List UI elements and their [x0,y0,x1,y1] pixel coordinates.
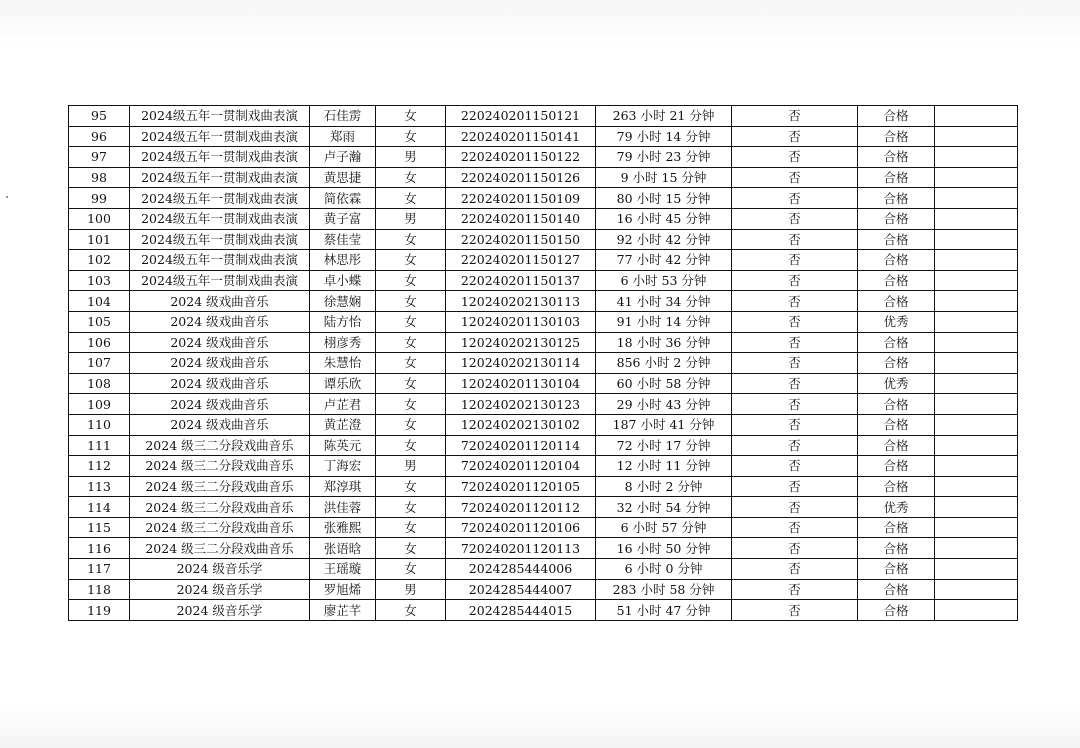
note-cell [935,311,1018,332]
service-hours-cell: 32 小时 54 分钟 [596,497,732,518]
result-cell: 合格 [858,476,935,497]
gender-cell: 女 [376,167,446,188]
gender-cell: 男 [376,208,446,229]
service-hours-cell: 79 小时 23 分钟 [596,147,732,168]
result-cell: 合格 [858,270,935,291]
row-number-cell: 111 [69,435,130,456]
table-row [69,497,1018,518]
student-name-cell: 黄思捷 [310,167,376,188]
table-row [69,106,1018,127]
student-name-cell: 黄子富 [310,208,376,229]
gender-cell: 女 [376,394,446,415]
class-name-cell: 2024级五年一贯制戏曲表演 [130,167,310,188]
note-cell [935,600,1018,621]
student-id-cell: 720240201120112 [446,497,596,518]
table-row [69,435,1018,456]
service-hours-cell: 41 小时 34 分钟 [596,291,732,312]
student-id-cell: 220240201150122 [446,147,596,168]
student-name-cell: 张语晗 [310,538,376,559]
gender-cell: 女 [376,517,446,538]
service-hours-cell: 51 小时 47 分钟 [596,600,732,621]
gender-cell: 女 [376,373,446,394]
student-id-cell: 120240201130104 [446,373,596,394]
table-row [69,538,1018,559]
gender-cell: 女 [376,311,446,332]
table-row [69,167,1018,188]
service-hours-cell: 8 小时 2 分钟 [596,476,732,497]
result-cell: 合格 [858,394,935,415]
service-hours-cell: 16 小时 45 分钟 [596,208,732,229]
class-name-cell: 2024 级戏曲音乐 [130,311,310,332]
student-id-cell: 220240201150109 [446,188,596,209]
student-name-cell: 洪佳蓉 [310,497,376,518]
note-cell [935,435,1018,456]
table-row [69,147,1018,168]
table-row [69,126,1018,147]
note-cell [935,188,1018,209]
row-number-cell: 116 [69,538,130,559]
result-cell: 合格 [858,147,935,168]
result-cell: 合格 [858,106,935,127]
gender-cell: 女 [376,353,446,374]
service-hours-cell: 6 小时 53 分钟 [596,270,732,291]
student-id-cell: 220240201150137 [446,270,596,291]
table-row [69,250,1018,271]
service-hours-cell: 283 小时 58 分钟 [596,579,732,600]
flag-value-cell: 否 [732,353,858,374]
student-name-cell: 丁海宏 [310,456,376,477]
class-name-cell: 2024级五年一贯制戏曲表演 [130,106,310,127]
student-name-cell: 徐慧娴 [310,291,376,312]
class-name-cell: 2024 级三二分段戏曲音乐 [130,517,310,538]
gender-cell: 女 [376,414,446,435]
service-hours-cell: 18 小时 36 分钟 [596,332,732,353]
service-hours-cell: 79 小时 14 分钟 [596,126,732,147]
student-id-cell: 2024285444007 [446,579,596,600]
result-cell: 合格 [858,291,935,312]
class-name-cell: 2024 级音乐学 [130,600,310,621]
student-id-cell: 2024285444006 [446,559,596,580]
service-hours-cell: 16 小时 50 分钟 [596,538,732,559]
class-name-cell: 2024 级戏曲音乐 [130,414,310,435]
class-name-cell: 2024级五年一贯制戏曲表演 [130,270,310,291]
note-cell [935,373,1018,394]
row-number-cell: 118 [69,579,130,600]
table-row [69,270,1018,291]
row-number-cell: 97 [69,147,130,168]
row-number-cell: 107 [69,353,130,374]
table-row [69,311,1018,332]
row-number-cell: 100 [69,208,130,229]
student-roster-table [68,105,1018,621]
student-name-cell: 罗旭烯 [310,579,376,600]
note-cell [935,476,1018,497]
student-id-cell: 220240201150127 [446,250,596,271]
student-id-cell: 220240201150141 [446,126,596,147]
flag-value-cell: 否 [732,517,858,538]
class-name-cell: 2024 级三二分段戏曲音乐 [130,476,310,497]
note-cell [935,332,1018,353]
table-row [69,188,1018,209]
class-name-cell: 2024级五年一贯制戏曲表演 [130,208,310,229]
student-name-cell: 廖芷芊 [310,600,376,621]
note-cell [935,579,1018,600]
flag-value-cell: 否 [732,600,858,621]
note-cell [935,517,1018,538]
note-cell [935,353,1018,374]
service-hours-cell: 187 小时 41 分钟 [596,414,732,435]
row-number-cell: 114 [69,497,130,518]
row-number-cell: 106 [69,332,130,353]
student-name-cell: 林思彤 [310,250,376,271]
flag-value-cell: 否 [732,538,858,559]
table-row [69,229,1018,250]
row-number-cell: 101 [69,229,130,250]
flag-value-cell: 否 [732,167,858,188]
flag-value-cell: 否 [732,229,858,250]
student-id-cell: 120240202130123 [446,394,596,415]
gender-cell: 女 [376,538,446,559]
table-row [69,559,1018,580]
row-number-cell: 95 [69,106,130,127]
flag-value-cell: 否 [732,476,858,497]
result-cell: 优秀 [858,311,935,332]
student-id-cell: 220240201150150 [446,229,596,250]
gender-cell: 女 [376,270,446,291]
student-id-cell: 120240202130125 [446,332,596,353]
class-name-cell: 2024 级音乐学 [130,559,310,580]
student-id-cell: 120240201130103 [446,311,596,332]
student-name-cell: 王瑶璇 [310,559,376,580]
row-number-cell: 102 [69,250,130,271]
note-cell [935,106,1018,127]
student-id-cell: 220240201150126 [446,167,596,188]
row-number-cell: 108 [69,373,130,394]
service-hours-cell: 29 小时 43 分钟 [596,394,732,415]
result-cell: 合格 [858,600,935,621]
note-cell [935,497,1018,518]
student-id-cell: 120240202130114 [446,353,596,374]
result-cell: 合格 [858,414,935,435]
note-cell [935,126,1018,147]
gender-cell: 女 [376,600,446,621]
student-name-cell: 谭乐欣 [310,373,376,394]
service-hours-cell: 6 小时 0 分钟 [596,559,732,580]
note-cell [935,208,1018,229]
student-name-cell: 黄芷澄 [310,414,376,435]
student-id-cell: 220240201150140 [446,208,596,229]
student-name-cell: 陈英元 [310,435,376,456]
table-row [69,600,1018,621]
class-name-cell: 2024 级三二分段戏曲音乐 [130,497,310,518]
flag-value-cell: 否 [732,332,858,353]
flag-value-cell: 否 [732,270,858,291]
service-hours-cell: 92 小时 42 分钟 [596,229,732,250]
note-cell [935,538,1018,559]
class-name-cell: 2024 级三二分段戏曲音乐 [130,435,310,456]
service-hours-cell: 77 小时 42 分钟 [596,250,732,271]
student-id-cell: 220240201150121 [446,106,596,127]
table-row [69,394,1018,415]
student-name-cell: 卢芷君 [310,394,376,415]
gender-cell: 男 [376,147,446,168]
flag-value-cell: 否 [732,126,858,147]
note-cell [935,250,1018,271]
flag-value-cell: 否 [732,188,858,209]
result-cell: 合格 [858,167,935,188]
service-hours-cell: 6 小时 57 分钟 [596,517,732,538]
gender-cell: 女 [376,291,446,312]
flag-value-cell: 否 [732,394,858,415]
result-cell: 合格 [858,208,935,229]
student-id-cell: 720240201120114 [446,435,596,456]
gender-cell: 女 [376,435,446,456]
class-name-cell: 2024 级戏曲音乐 [130,373,310,394]
result-cell: 合格 [858,229,935,250]
row-number-cell: 110 [69,414,130,435]
flag-value-cell: 否 [732,311,858,332]
table-row [69,291,1018,312]
row-number-cell: 103 [69,270,130,291]
row-number-cell: 104 [69,291,130,312]
table-row [69,414,1018,435]
result-cell: 合格 [858,517,935,538]
table-row [69,373,1018,394]
flag-value-cell: 否 [732,497,858,518]
table-row [69,579,1018,600]
class-name-cell: 2024 级戏曲音乐 [130,291,310,312]
student-id-cell: 120240202130102 [446,414,596,435]
note-cell [935,229,1018,250]
flag-value-cell: 否 [732,147,858,168]
result-cell: 合格 [858,250,935,271]
class-name-cell: 2024 级三二分段戏曲音乐 [130,538,310,559]
result-cell: 合格 [858,456,935,477]
row-number-cell: 112 [69,456,130,477]
class-name-cell: 2024级五年一贯制戏曲表演 [130,250,310,271]
service-hours-cell: 80 小时 15 分钟 [596,188,732,209]
student-name-cell: 陆方怡 [310,311,376,332]
row-number-cell: 113 [69,476,130,497]
service-hours-cell: 60 小时 58 分钟 [596,373,732,394]
student-id-cell: 120240202130113 [446,291,596,312]
gender-cell: 女 [376,559,446,580]
gender-cell: 女 [376,250,446,271]
result-cell: 合格 [858,435,935,456]
note-cell [935,456,1018,477]
student-id-cell: 720240201120105 [446,476,596,497]
flag-value-cell: 否 [732,435,858,456]
class-name-cell: 2024 级戏曲音乐 [130,394,310,415]
class-name-cell: 2024级五年一贯制戏曲表演 [130,188,310,209]
student-name-cell: 简依霖 [310,188,376,209]
note-cell [935,394,1018,415]
student-name-cell: 张雅熙 [310,517,376,538]
note-cell [935,291,1018,312]
row-number-cell: 115 [69,517,130,538]
student-name-cell: 卓小蝶 [310,270,376,291]
row-number-cell: 99 [69,188,130,209]
class-name-cell: 2024级五年一贯制戏曲表演 [130,147,310,168]
student-name-cell: 郑雨 [310,126,376,147]
gender-cell: 女 [376,229,446,250]
class-name-cell: 2024 级戏曲音乐 [130,353,310,374]
class-name-cell: 2024 级戏曲音乐 [130,332,310,353]
service-hours-cell: 856 小时 2 分钟 [596,353,732,374]
table-row [69,353,1018,374]
result-cell: 合格 [858,126,935,147]
row-number-cell: 119 [69,600,130,621]
student-id-cell: 720240201120104 [446,456,596,477]
gender-cell: 女 [376,126,446,147]
result-cell: 优秀 [858,373,935,394]
note-cell [935,414,1018,435]
student-name-cell: 栩彦秀 [310,332,376,353]
scan-speck [6,196,8,198]
table-row [69,517,1018,538]
student-id-cell: 2024285444015 [446,600,596,621]
table-row [69,476,1018,497]
result-cell: 合格 [858,332,935,353]
row-number-cell: 109 [69,394,130,415]
flag-value-cell: 否 [732,208,858,229]
student-id-cell: 720240201120113 [446,538,596,559]
result-cell: 合格 [858,579,935,600]
class-name-cell: 2024级五年一贯制戏曲表演 [130,229,310,250]
gender-cell: 女 [376,106,446,127]
student-name-cell: 卢子瀚 [310,147,376,168]
service-hours-cell: 72 小时 17 分钟 [596,435,732,456]
roster-body [69,106,1018,621]
flag-value-cell: 否 [732,250,858,271]
result-cell: 合格 [858,353,935,374]
flag-value-cell: 否 [732,414,858,435]
student-name-cell: 朱慧怡 [310,353,376,374]
note-cell [935,147,1018,168]
gender-cell: 男 [376,456,446,477]
table-row [69,208,1018,229]
class-name-cell: 2024 级音乐学 [130,579,310,600]
service-hours-cell: 9 小时 15 分钟 [596,167,732,188]
note-cell [935,270,1018,291]
flag-value-cell: 否 [732,291,858,312]
service-hours-cell: 12 小时 11 分钟 [596,456,732,477]
result-cell: 合格 [858,188,935,209]
gender-cell: 女 [376,188,446,209]
student-name-cell: 蔡佳莹 [310,229,376,250]
row-number-cell: 117 [69,559,130,580]
flag-value-cell: 否 [732,559,858,580]
flag-value-cell: 否 [732,373,858,394]
student-name-cell: 石佳雳 [310,106,376,127]
class-name-cell: 2024级五年一贯制戏曲表演 [130,126,310,147]
flag-value-cell: 否 [732,579,858,600]
row-number-cell: 98 [69,167,130,188]
result-cell: 合格 [858,559,935,580]
student-name-cell: 郑淳琪 [310,476,376,497]
gender-cell: 女 [376,476,446,497]
flag-value-cell: 否 [732,106,858,127]
student-id-cell: 720240201120106 [446,517,596,538]
row-number-cell: 105 [69,311,130,332]
result-cell: 优秀 [858,497,935,518]
class-name-cell: 2024 级三二分段戏曲音乐 [130,456,310,477]
note-cell [935,559,1018,580]
gender-cell: 女 [376,332,446,353]
note-cell [935,167,1018,188]
flag-value-cell: 否 [732,456,858,477]
table-row [69,456,1018,477]
service-hours-cell: 263 小时 21 分钟 [596,106,732,127]
gender-cell: 男 [376,579,446,600]
result-cell: 合格 [858,538,935,559]
row-number-cell: 96 [69,126,130,147]
service-hours-cell: 91 小时 14 分钟 [596,311,732,332]
gender-cell: 女 [376,497,446,518]
table-row [69,332,1018,353]
